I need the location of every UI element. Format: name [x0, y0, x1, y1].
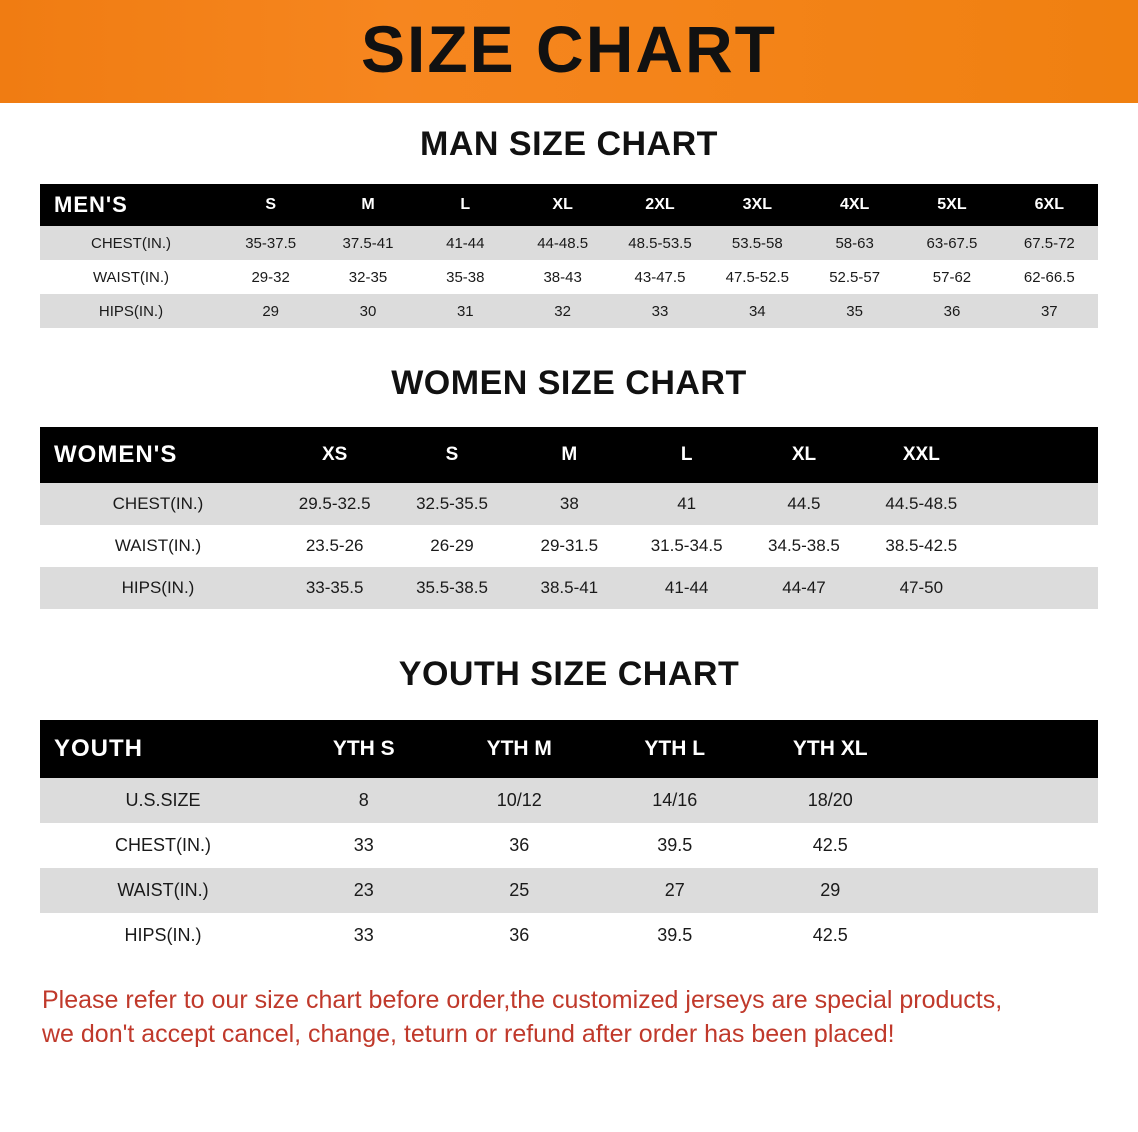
man-header-label: MEN'S [54, 192, 128, 217]
policy-note-line-2: we don't accept cancel, change, teturn or refund after order has been placed! [42, 1019, 895, 1048]
youth-size-header-3: YTH XL [792, 737, 868, 760]
women-size-header-3: L [680, 444, 693, 465]
women-header-row [40, 427, 1098, 483]
youth-cell-3-0: 33 [286, 913, 442, 958]
man-cell-2-7: 36 [903, 294, 1000, 328]
man-cell-0-3: 44-48.5 [514, 226, 611, 260]
man-size-table-wrap [40, 184, 1098, 328]
women-header-spacer [980, 427, 1098, 483]
women-table-head [40, 427, 1098, 483]
youth-cell-0-1: 10/12 [442, 778, 598, 823]
youth-cell-0-2: 14/16 [597, 778, 753, 823]
table-row [40, 913, 1098, 958]
women-size-header-4: XL [791, 444, 817, 465]
man-size-table [40, 184, 1098, 328]
man-cell-1-8: 62-66.5 [1001, 260, 1098, 294]
man-row-label-2: HIPS(IN.) [40, 294, 222, 328]
youth-size-table [40, 720, 1098, 958]
table-row [40, 260, 1098, 294]
man-cell-2-1: 30 [319, 294, 416, 328]
women-cell-1-3: 31.5-34.5 [628, 525, 745, 567]
man-size-header-4: 2XL [645, 196, 675, 213]
man-cell-0-0: 35-37.5 [222, 226, 319, 260]
women-row-label-2: HIPS(IN.) [40, 567, 276, 609]
man-cell-1-7: 57-62 [903, 260, 1000, 294]
man-cell-0-2: 41-44 [417, 226, 514, 260]
man-size-header-8: 6XL [1034, 196, 1064, 213]
youth-cell-3-1: 36 [442, 913, 598, 958]
women-cell-2-3: 41-44 [628, 567, 745, 609]
women-cell-1-2: 29-31.5 [511, 525, 628, 567]
youth-row-label-0: U.S.SIZE [40, 778, 286, 823]
women-size-header-1: S [445, 444, 459, 465]
man-size-header-6: 4XL [839, 196, 870, 213]
man-cell-2-5: 34 [709, 294, 806, 328]
man-cell-0-8: 67.5-72 [1001, 226, 1098, 260]
women-size-table [40, 427, 1098, 609]
man-header-row [40, 184, 1098, 226]
women-cell-1-0: 23.5-26 [276, 525, 393, 567]
women-row-label-0: CHEST(IN.) [40, 483, 276, 525]
women-size-header-2: M [561, 444, 578, 465]
youth-cell-2-0: 23 [286, 868, 442, 913]
youth-row-label-3: HIPS(IN.) [40, 913, 286, 958]
man-cell-1-4: 43-47.5 [611, 260, 708, 294]
women-cell-1-1: 26-29 [393, 525, 510, 567]
table-row [40, 567, 1098, 609]
women-row-label-1: WAIST(IN.) [40, 525, 276, 567]
youth-size-header-1: YTH M [486, 737, 552, 760]
man-size-header-7: 5XL [937, 196, 967, 213]
man-cell-1-5: 47.5-52.5 [709, 260, 806, 294]
youth-header-row [40, 720, 1098, 778]
women-cell-2-1: 35.5-38.5 [393, 567, 510, 609]
youth-table-body [40, 778, 1098, 958]
youth-cell-3-3: 42.5 [753, 913, 909, 958]
man-cell-2-2: 31 [417, 294, 514, 328]
youth-cell-2-spacer [908, 868, 1098, 913]
man-cell-0-1: 37.5-41 [319, 226, 416, 260]
women-size-header-0: XS [321, 444, 348, 465]
man-cell-1-3: 38-43 [514, 260, 611, 294]
table-row [40, 294, 1098, 328]
youth-cell-0-spacer [908, 778, 1098, 823]
youth-row-label-2: WAIST(IN.) [40, 868, 286, 913]
youth-row-label-1: CHEST(IN.) [40, 823, 286, 868]
man-table-head [40, 184, 1098, 226]
youth-cell-2-1: 25 [442, 868, 598, 913]
youth-size-header-2: YTH L [644, 737, 706, 760]
youth-cell-0-0: 8 [286, 778, 442, 823]
man-cell-0-6: 58-63 [806, 226, 903, 260]
table-row [40, 483, 1098, 525]
women-header-label: WOMEN'S [54, 441, 178, 468]
man-size-header-5: 3XL [742, 196, 772, 213]
women-cell-0-1: 32.5-35.5 [393, 483, 510, 525]
women-cell-2-5: 47-50 [863, 567, 980, 609]
policy-note [42, 984, 1096, 1052]
man-cell-1-6: 52.5-57 [806, 260, 903, 294]
youth-header-label: YOUTH [54, 735, 143, 762]
man-cell-0-5: 53.5-58 [709, 226, 806, 260]
women-cell-2-spacer [980, 567, 1098, 609]
man-cell-2-3: 32 [514, 294, 611, 328]
youth-header-spacer [908, 720, 1098, 778]
women-cell-2-0: 33-35.5 [276, 567, 393, 609]
man-cell-0-4: 48.5-53.5 [611, 226, 708, 260]
youth-cell-2-2: 27 [597, 868, 753, 913]
youth-section-title: YOUTH SIZE CHART [398, 655, 740, 693]
man-cell-2-6: 35 [806, 294, 903, 328]
man-cell-2-8: 37 [1001, 294, 1098, 328]
man-size-header-3: XL [552, 196, 573, 213]
youth-table-head [40, 720, 1098, 778]
man-row-label-0: CHEST(IN.) [40, 226, 222, 260]
man-section-title: MAN SIZE CHART [420, 125, 718, 163]
women-cell-0-0: 29.5-32.5 [276, 483, 393, 525]
youth-cell-3-spacer [908, 913, 1098, 958]
youth-size-table-wrap [40, 720, 1098, 958]
youth-cell-1-3: 42.5 [753, 823, 909, 868]
women-cell-0-2: 38 [511, 483, 628, 525]
women-cell-2-4: 44-47 [745, 567, 862, 609]
youth-cell-1-spacer [908, 823, 1098, 868]
women-cell-1-spacer [980, 525, 1098, 567]
man-size-header-2: L [460, 196, 471, 213]
table-row [40, 823, 1098, 868]
man-row-label-1: WAIST(IN.) [40, 260, 222, 294]
women-size-table-wrap [40, 427, 1098, 609]
man-cell-1-1: 32-35 [319, 260, 416, 294]
man-cell-2-0: 29 [222, 294, 319, 328]
women-cell-1-5: 38.5-42.5 [863, 525, 980, 567]
youth-cell-3-2: 39.5 [597, 913, 753, 958]
women-cell-2-2: 38.5-41 [511, 567, 628, 609]
table-row [40, 868, 1098, 913]
man-cell-2-4: 33 [611, 294, 708, 328]
women-cell-0-spacer [980, 483, 1098, 525]
youth-cell-0-3: 18/20 [753, 778, 909, 823]
man-cell-0-7: 63-67.5 [903, 226, 1000, 260]
man-cell-1-0: 29-32 [222, 260, 319, 294]
youth-cell-2-3: 29 [753, 868, 909, 913]
youth-cell-1-1: 36 [442, 823, 598, 868]
women-cell-1-4: 34.5-38.5 [745, 525, 862, 567]
man-size-header-0: S [265, 196, 276, 213]
table-row [40, 778, 1098, 823]
women-table-body [40, 483, 1098, 609]
policy-note-line-1: Please refer to our size chart before order,the customized jerseys are special products, [42, 986, 1003, 1014]
youth-cell-1-2: 39.5 [597, 823, 753, 868]
women-section-title: WOMEN SIZE CHART [391, 364, 747, 402]
page-title: SIZE CHART [361, 11, 777, 86]
women-cell-0-5: 44.5-48.5 [863, 483, 980, 525]
women-cell-0-3: 41 [628, 483, 745, 525]
youth-size-header-0: YTH S [332, 737, 395, 760]
banner [0, 0, 1138, 103]
women-size-header-5: XXL [902, 444, 940, 465]
table-row [40, 525, 1098, 567]
table-row [40, 226, 1098, 260]
women-cell-0-4: 44.5 [745, 483, 862, 525]
man-size-header-1: M [361, 196, 375, 213]
man-table-body [40, 226, 1098, 328]
man-cell-1-2: 35-38 [417, 260, 514, 294]
youth-cell-1-0: 33 [286, 823, 442, 868]
